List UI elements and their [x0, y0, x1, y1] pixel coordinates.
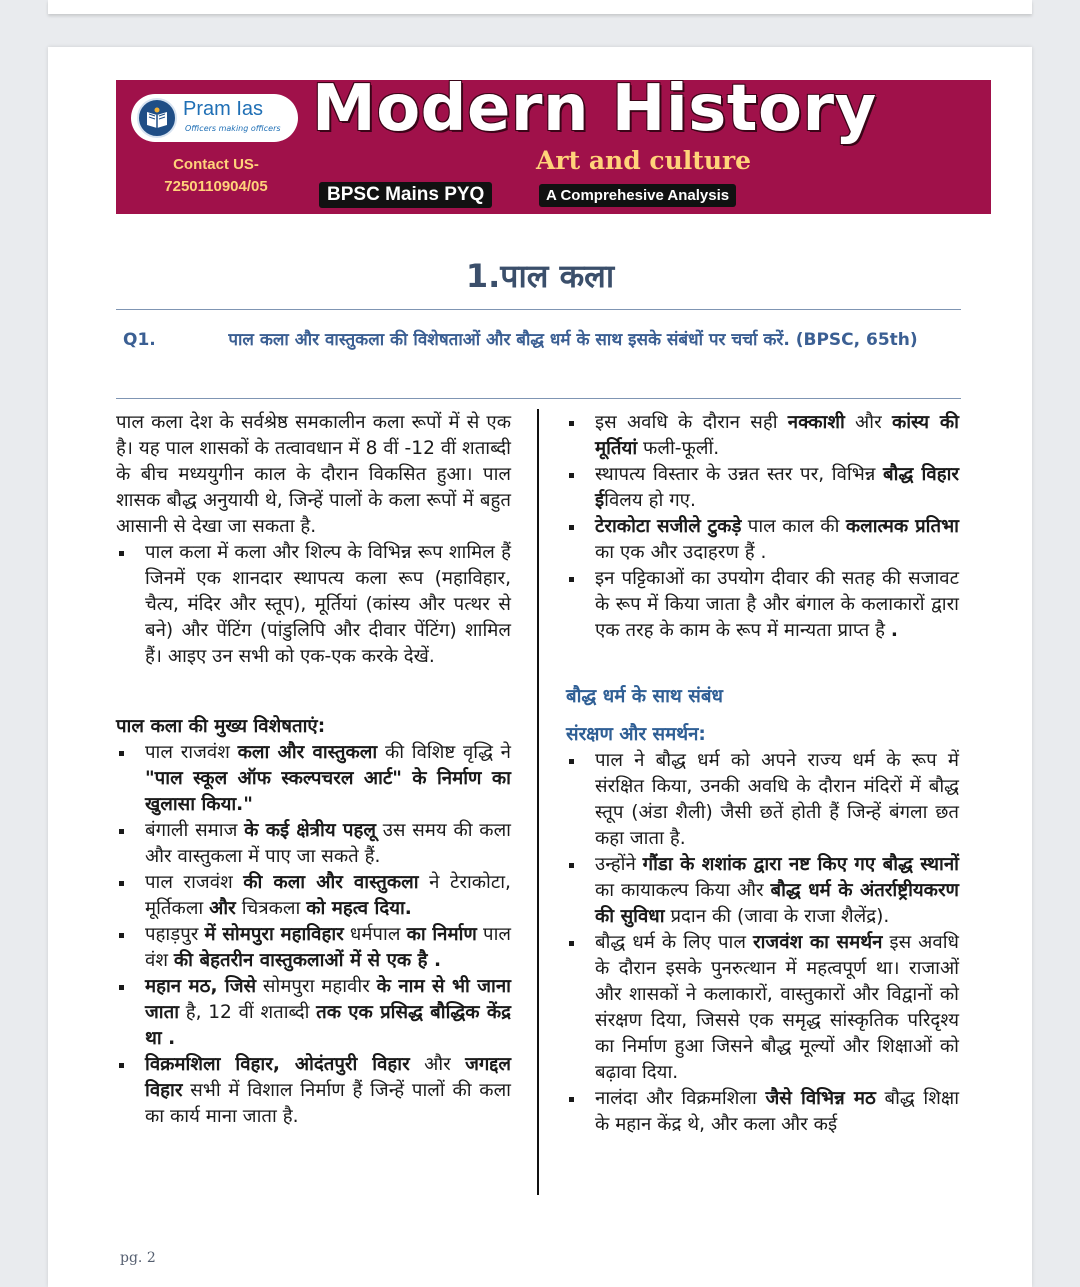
bullet-icon [569, 759, 574, 764]
list-item: इन पट्टिकाओं का उपयोग दीवार की सतह की सजावट के रूप में किया जाता है और बंगाल के कलाकारों द्वारा एक तरह के काम के रूप में मान्यता प्राप्त है . [566, 566, 959, 644]
list-item: महान मठ, जिसे सोमपुरा महावीर के नाम से भी जाना जाता है, 12 वीं शताब्दी तक एक प्रसिद्ध बौद्धिक केंद्र था . [116, 974, 511, 1052]
bullet-icon [569, 1097, 574, 1102]
bullet-icon [119, 551, 124, 556]
analysis-badge: A Comprehesive Analysis [539, 184, 736, 207]
contact-label: Contact US- [173, 156, 259, 173]
document-page [48, 47, 1032, 1287]
intro-paragraph: पाल कला देश के सर्वश्रेष्ठ समकालीन कला रूपों में से एक है। यह पाल शासकों के तत्वावधान में 8 वीं -12 वीं शताब्दी के बीच मध्ययुगीन काल के दौरान विकसित हुआ। पाल शासक बौद्ध अनुयायी थे, जिन्हें पालों के कला रूपों में बहुत आसानी से देखा जा सकता है. [116, 412, 511, 537]
bpsc-pyq-badge: BPSC Mains PYQ [319, 182, 492, 208]
features-heading: पाल कला की मुख्य विशेषताएं: [116, 716, 326, 737]
header-banner [116, 72, 991, 214]
bullet-icon [119, 933, 124, 938]
question-rule [116, 398, 961, 399]
bullet-icon [569, 473, 574, 478]
banner-title: Modern History [312, 72, 877, 146]
patronage-heading: संरक्षण और समर्थन: [566, 724, 706, 745]
list-item: पाल ने बौद्ध धर्म को अपने राज्य धर्म के रूप में संरक्षित किया, उनकी अवधि के दौरान मंदिरों में बौद्ध स्तूप (अंडा शैली) जैसी छतें होती हैं जिन्हें बंगला छत कहा जाता है. [566, 748, 959, 852]
bullet-icon [119, 985, 124, 990]
list-item: पाल राजवंश कला और वास्तुकला की विशिष्ट वृद्धि ने "पाल स्कूल ऑफ स्कल्पचरल आर्ट" के निर्माण का खुलासा किया." [116, 740, 511, 818]
book-logo-icon [137, 98, 177, 138]
list-item: बंगाली समाज के कई क्षेत्रीय पहलू उस समय की कला और वास्तुकला में पाए जा सकते हैं. [116, 818, 511, 870]
contact-info [136, 154, 296, 198]
list-item: इस अवधि के दौरान सही नक्काशी और कांस्य की मूर्तियां फली-फूलीं. [566, 410, 959, 462]
previous-page-edge [48, 0, 1032, 14]
contact-number: 7250110904/05 [164, 178, 268, 195]
list-item: पाल राजवंश की कला और वास्तुकला ने टेराकोटा, मूर्तिकला और चित्रकला को महत्व दिया. [116, 870, 511, 922]
bullet-icon [569, 941, 574, 946]
logo-tagline: Officers making officers [185, 124, 281, 133]
question-number: Q1. [123, 330, 156, 350]
question-text: पाल कला और वास्तुकला की विशेषताओं और बौद्ध धर्म के साथ इसके संबंधों पर चर्चा करें. (BPSC, 65th) [228, 330, 918, 350]
bullet-icon [119, 751, 124, 756]
bullet-icon [569, 525, 574, 530]
left-column [116, 410, 511, 1130]
logo-name: Pram Ias [183, 98, 264, 120]
relation-heading: बौद्ध धर्म के साथ संबंध [566, 686, 723, 707]
bullet-icon [569, 577, 574, 582]
page-number: pg. 2 [120, 1250, 156, 1266]
list-item: बौद्ध धर्म के लिए पाल राजवंश का समर्थन इस अवधि के दौरान इसके पुनरुत्थान में महत्वपूर्ण था। राजाओं और शासकों ने कलाकारों, वास्तुकारों और विद्वानों को संरक्षण दिया, जिससे एक समृद्ध सांस्कृतिक परिदृश्य का निर्माण हुआ जिसने बौद्ध मूल्यों और शिक्षाओं को बढ़ावा दिया. [566, 930, 959, 1086]
bullet-icon [119, 881, 124, 886]
right-column [566, 410, 959, 1138]
chapter-rule [116, 309, 961, 310]
logo [131, 94, 298, 142]
list-item: विक्रमशिला विहार, ओदंतपुरी विहार और जगद्दल विहार सभी में विशाल निर्माण हैं जिन्हें पालों की कला का कार्य माना जाता है. [116, 1052, 511, 1130]
chapter-title: 1.पाल कला [465, 257, 615, 295]
banner-subtitle: Art and culture [536, 146, 752, 175]
list-item: पहाड़पुर में सोमपुरा महाविहार धर्मपाल का निर्माण पाल वंश की बेहतरीन वास्तुकलाओं में से एक है . [116, 922, 511, 974]
column-divider [537, 409, 539, 1195]
bullet-icon [119, 829, 124, 834]
list-item: स्थापत्य विस्तार के उन्नत स्तर पर, विभिन्न बौद्ध विहार ईविलय हो गए. [566, 462, 959, 514]
bullet-icon [119, 1063, 124, 1068]
list-item: उन्होंने गौंडा के शशांक द्वारा नष्ट किए गए बौद्ध स्थानों का कायाकल्प किया और बौद्ध धर्म के अंतर्राष्ट्रीयकरण की सुविधा प्रदान की (जावा के राजा शैलेंद्र). [566, 852, 959, 930]
bullet-icon [569, 421, 574, 426]
list-item: नालंदा और विक्रमशिला जैसे विभिन्न मठ बौद्ध शिक्षा के महान केंद्र थे, और कला और कई [566, 1086, 959, 1138]
question [123, 325, 963, 355]
list-item: पाल कला में कला और शिल्प के विभिन्न रूप शामिल हैं जिनमें एक शानदार स्थापत्य कला रूप (महाविहार, चैत्य, मंदिर और स्तूप), मूर्तियां (कांस्य और पत्थर से बने) और पेंटिंग (पांडुलिपि और दीवार पेंटिंग) शामिल हैं। आइए उन सभी को एक-एक करके देखें. [116, 540, 511, 670]
bullet-icon [569, 863, 574, 868]
list-item: टेराकोटा सजीले टुकड़े पाल काल की कलात्मक प्रतिभा का एक और उदाहरण हैं . [566, 514, 959, 566]
